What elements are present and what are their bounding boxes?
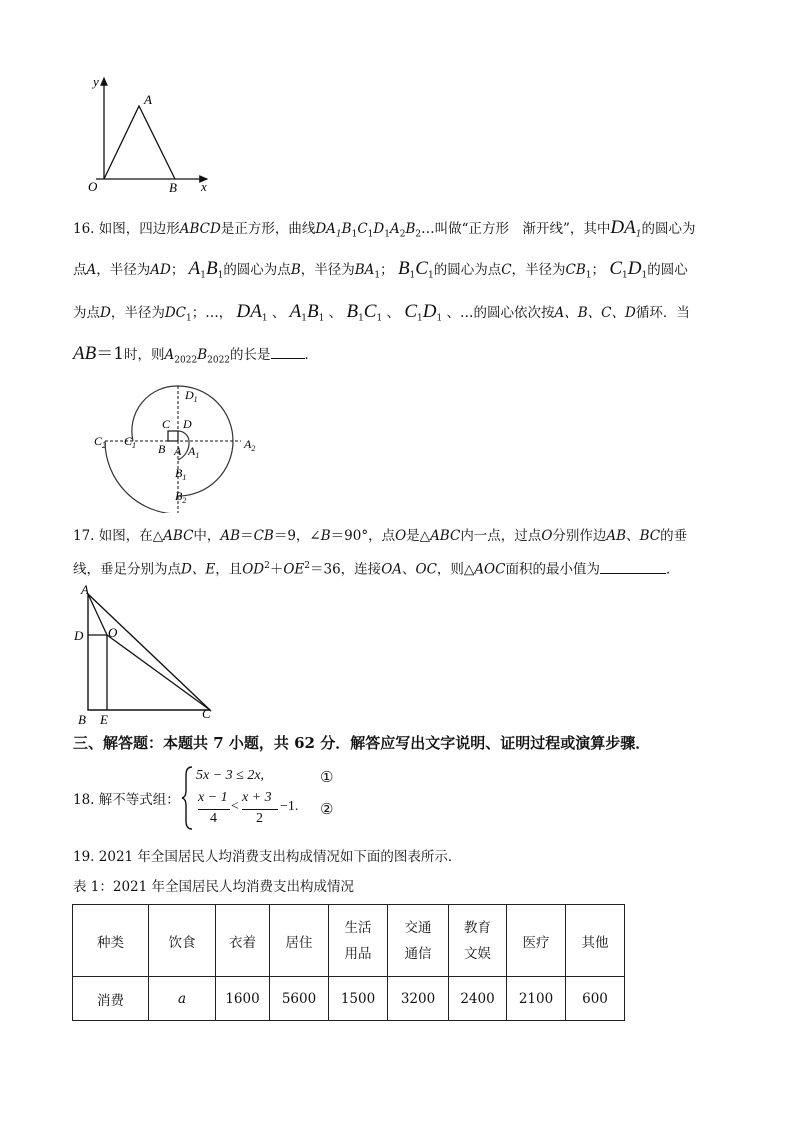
table-row (73, 977, 625, 1021)
header-cell: 教育 文娱 (449, 905, 507, 977)
row-cell: 2400 (449, 977, 507, 1021)
header-cell: 衣着 (216, 905, 270, 977)
q19-intro: 19. 2021 年全国居民人均消费支出构成情况如下面的图表所示． (73, 849, 462, 865)
inequality-2 (196, 790, 306, 830)
q19-table-caption: 表 1：2021 年全国居民人均消费支出构成情况 (73, 879, 355, 895)
right-triangle-figure (70, 582, 230, 728)
inequality-2-number: ② (320, 800, 334, 818)
row-cell: 5600 (270, 977, 329, 1021)
triangle-oab (104, 106, 175, 179)
q18-label: 18. 解不等式组： (73, 792, 180, 808)
header-cell: 饮食 (149, 905, 216, 977)
q17-line-2: 线，垂足分别为点D、E，且$OD^2+OE^2=36$，连接OA、OC，则△AOC面积的最小值为 ． (73, 561, 680, 578)
q16-line-4: AB＝1时，则$A_{2022}B_{2022}$的长是 ． (73, 343, 319, 366)
inequality-1-number: ① (320, 768, 334, 786)
label-b1: $B_1$ (175, 466, 187, 482)
segment-oc (107, 635, 210, 710)
row-cell: a (149, 977, 216, 1021)
header-cell: 生活 用品 (329, 905, 388, 977)
fraction-2-denominator: 2 (256, 811, 263, 826)
inequality-1: 5x − 3 ≤ 2x, (196, 768, 265, 783)
arc-b1c1 (133, 441, 178, 467)
involute-figure (82, 373, 272, 513)
row-cell: 消费 (73, 977, 149, 1021)
label-d1: $D_1$ (185, 388, 198, 404)
arc-b1c1-large (105, 441, 178, 513)
row-cell: 3200 (388, 977, 449, 1021)
header-cell: 医疗 (507, 905, 566, 977)
label-d: D (183, 417, 192, 431)
x-axis-label: x (201, 179, 207, 194)
origin-label: O (88, 179, 98, 194)
arc-c1d1 (132, 386, 178, 441)
label-d: D (74, 628, 84, 643)
system-brace (181, 765, 195, 831)
label-a: A (174, 444, 182, 458)
label-c: C (162, 417, 171, 431)
row-cell: 1600 (216, 977, 270, 1021)
label-a1: $A_1$ (188, 444, 200, 460)
fraction-1-numerator: x − 1 (198, 790, 228, 805)
label-e: E (100, 712, 108, 727)
triangle-abc (88, 594, 210, 710)
q16-line-3: 为点D，半径为$DC_1$；…， $DA_1$ 、 $A_1B_1$ 、 $B_1C_1$ 、 $C_1D_1$ 、…的圆心依次按A、B、C、D循环．当 (73, 301, 690, 324)
row-cell: 1500 (329, 977, 388, 1021)
point-b-label: B (169, 180, 177, 195)
y-axis-label: y (93, 74, 99, 89)
segment-oa (88, 594, 107, 635)
row-cell: 2100 (507, 977, 566, 1021)
header-cell: 其他 (566, 905, 625, 977)
label-a: A (81, 582, 89, 597)
q16-line-2: 点A，半径为AD； $A_1B_1$的圆心为点B，半径为$BA_1$； $B_1C_1$的圆心为点C，半径为$CB_1$； $C_1D_1$的圆心 (73, 258, 688, 281)
arc-c2b2 (105, 441, 178, 513)
label-c2: $C_2$ (94, 434, 107, 450)
label-c1: $C_1$ (124, 434, 137, 450)
row-cell: 600 (566, 977, 625, 1021)
header-cell: 居住 (270, 905, 329, 977)
q16-answer-blank[interactable] (271, 346, 305, 359)
less-than: < (231, 799, 239, 814)
label-b: B (158, 442, 166, 456)
fraction-2-numerator: x + 3 (242, 790, 272, 805)
header-cell: 交通 通信 (388, 905, 449, 977)
q17-answer-blank[interactable] (600, 561, 666, 574)
fraction-1-denominator: 4 (210, 811, 217, 826)
label-a2: $A_2$ (244, 437, 256, 453)
table-header-row (73, 905, 625, 977)
section-3-heading: 三、解答题：本题共 7 小题，共 62 分．解答应写出文字说明、证明过程或演算步骤． (73, 734, 651, 752)
q16-line-1: 16. 如图，四边形ABCD是正方形，曲线$DA_1B_1C_1D_1A_2B_2\dots$叫做“正方形 渐开线”，其中$DA_1$的圆心为 (73, 217, 696, 240)
point-a-label: A (144, 92, 152, 107)
triangle-figure (82, 70, 222, 200)
header-cell: 种类 (73, 905, 149, 977)
label-o: O (108, 625, 118, 640)
square-abcd (168, 431, 178, 441)
label-b: B (78, 712, 86, 727)
label-b2: $B_2$ (175, 489, 187, 505)
label-c: C (202, 706, 211, 721)
inequality-2-tail: −1. (280, 799, 299, 814)
consumption-table (72, 904, 625, 1021)
q17-line-1: 17. 如图，在△ABC中，AB＝CB＝9，∠B＝90°，点O是△ABC内一点，过点O分别作边AB、BC的垂 (73, 528, 688, 544)
